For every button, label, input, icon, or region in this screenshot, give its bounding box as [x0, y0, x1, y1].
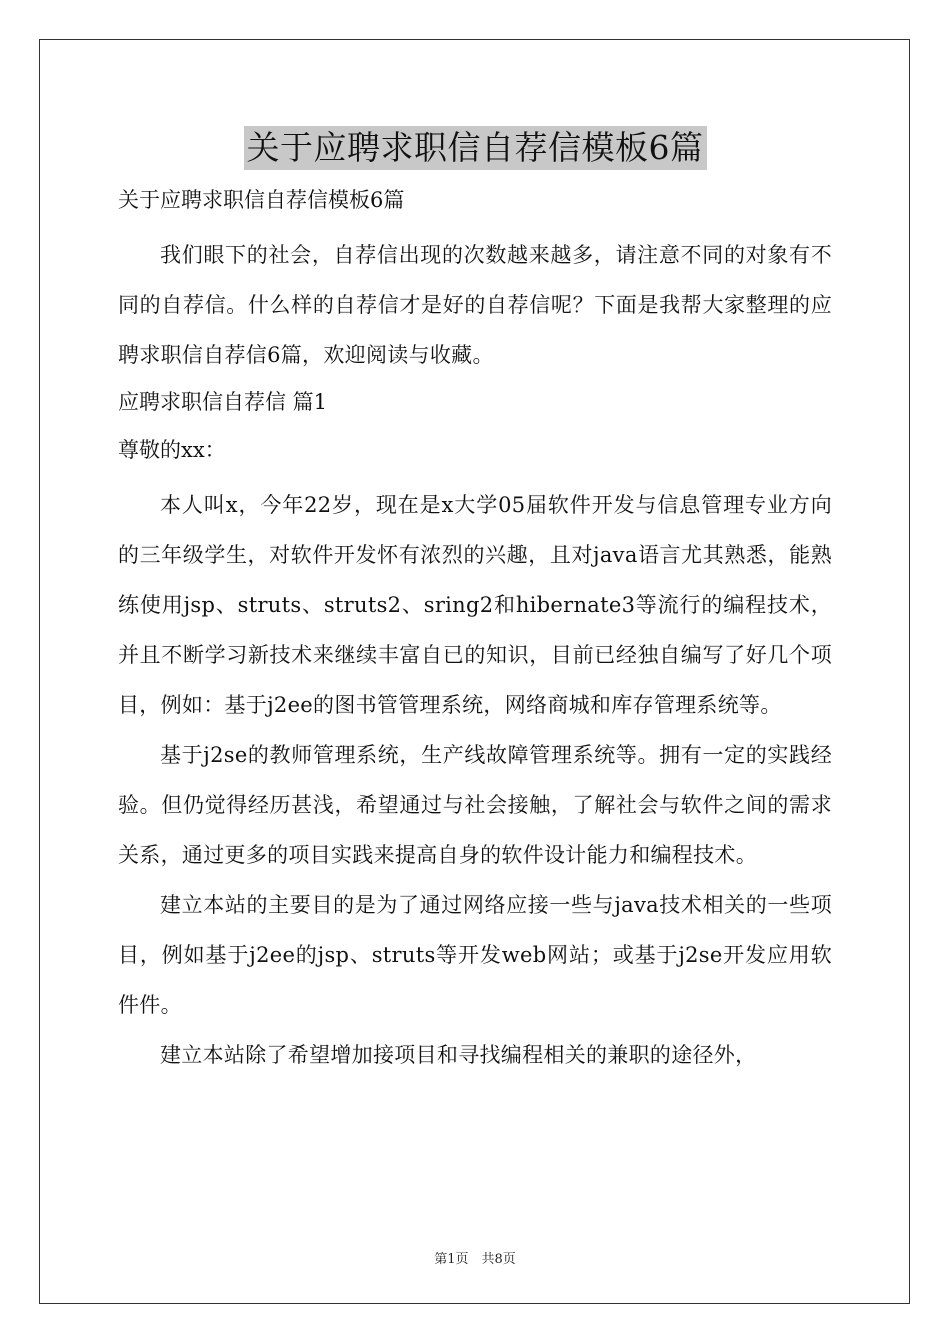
body-paragraph-1: 本人叫x，今年22岁，现在是x大学05届软件开发与信息管理专业方向的三年级学生，对软件开发怀有浓烈的兴趣，且对java语言尤其熟悉，能熟练使用jsp、struts、struts2、sring2和hibernate3等流行的编程技术，并且不断学习新技术来继续丰富自已的知识，目前已经独自编写了好几个项目，例如：基于j2ee的图书管管理系统，网络商城和库存管理系统等。 [118, 493, 832, 717]
section-heading: 应聘求职信自荐信 篇1 [118, 390, 328, 414]
intro-paragraph: 我们眼下的社会，自荐信出现的次数越来越多，请注意不同的对象有不同的自荐信。什么样的自荐信才是好的自荐信呢？下面是我帮大家整理的应聘求职信自荐信6篇，欢迎阅读与收藏。 [118, 243, 832, 367]
document-subtitle: 关于应聘求职信自荐信模板6篇 [118, 188, 405, 212]
document-title: 关于应聘求职信自荐信模板6篇 [244, 126, 707, 170]
salutation: 尊敬的xx： [118, 438, 226, 462]
body-paragraph-2: 基于j2se的教师管理系统，生产线故障管理系统等。拥有一定的实践经验。但仍觉得经历甚浅，希望通过与社会接触，了解社会与软件之间的需求关系，通过更多的项目实践来提高自身的软件设计能力和编程技术。 [118, 743, 832, 867]
page-number: 第1页 共8页 [434, 1252, 516, 1267]
body-paragraph-4: 建立本站除了希望增加接项目和寻找编程相关的兼职的途径外， [160, 1043, 757, 1067]
body-paragraph-3: 建立本站的主要目的是为了通过网络应接一些与java技术相关的一些项目，例如基于j2ee的jsp、struts等开发web网站；或基于j2se开发应用软件件。 [118, 893, 832, 1017]
document-body [118, 180, 832, 1080]
title-container [0, 126, 950, 170]
